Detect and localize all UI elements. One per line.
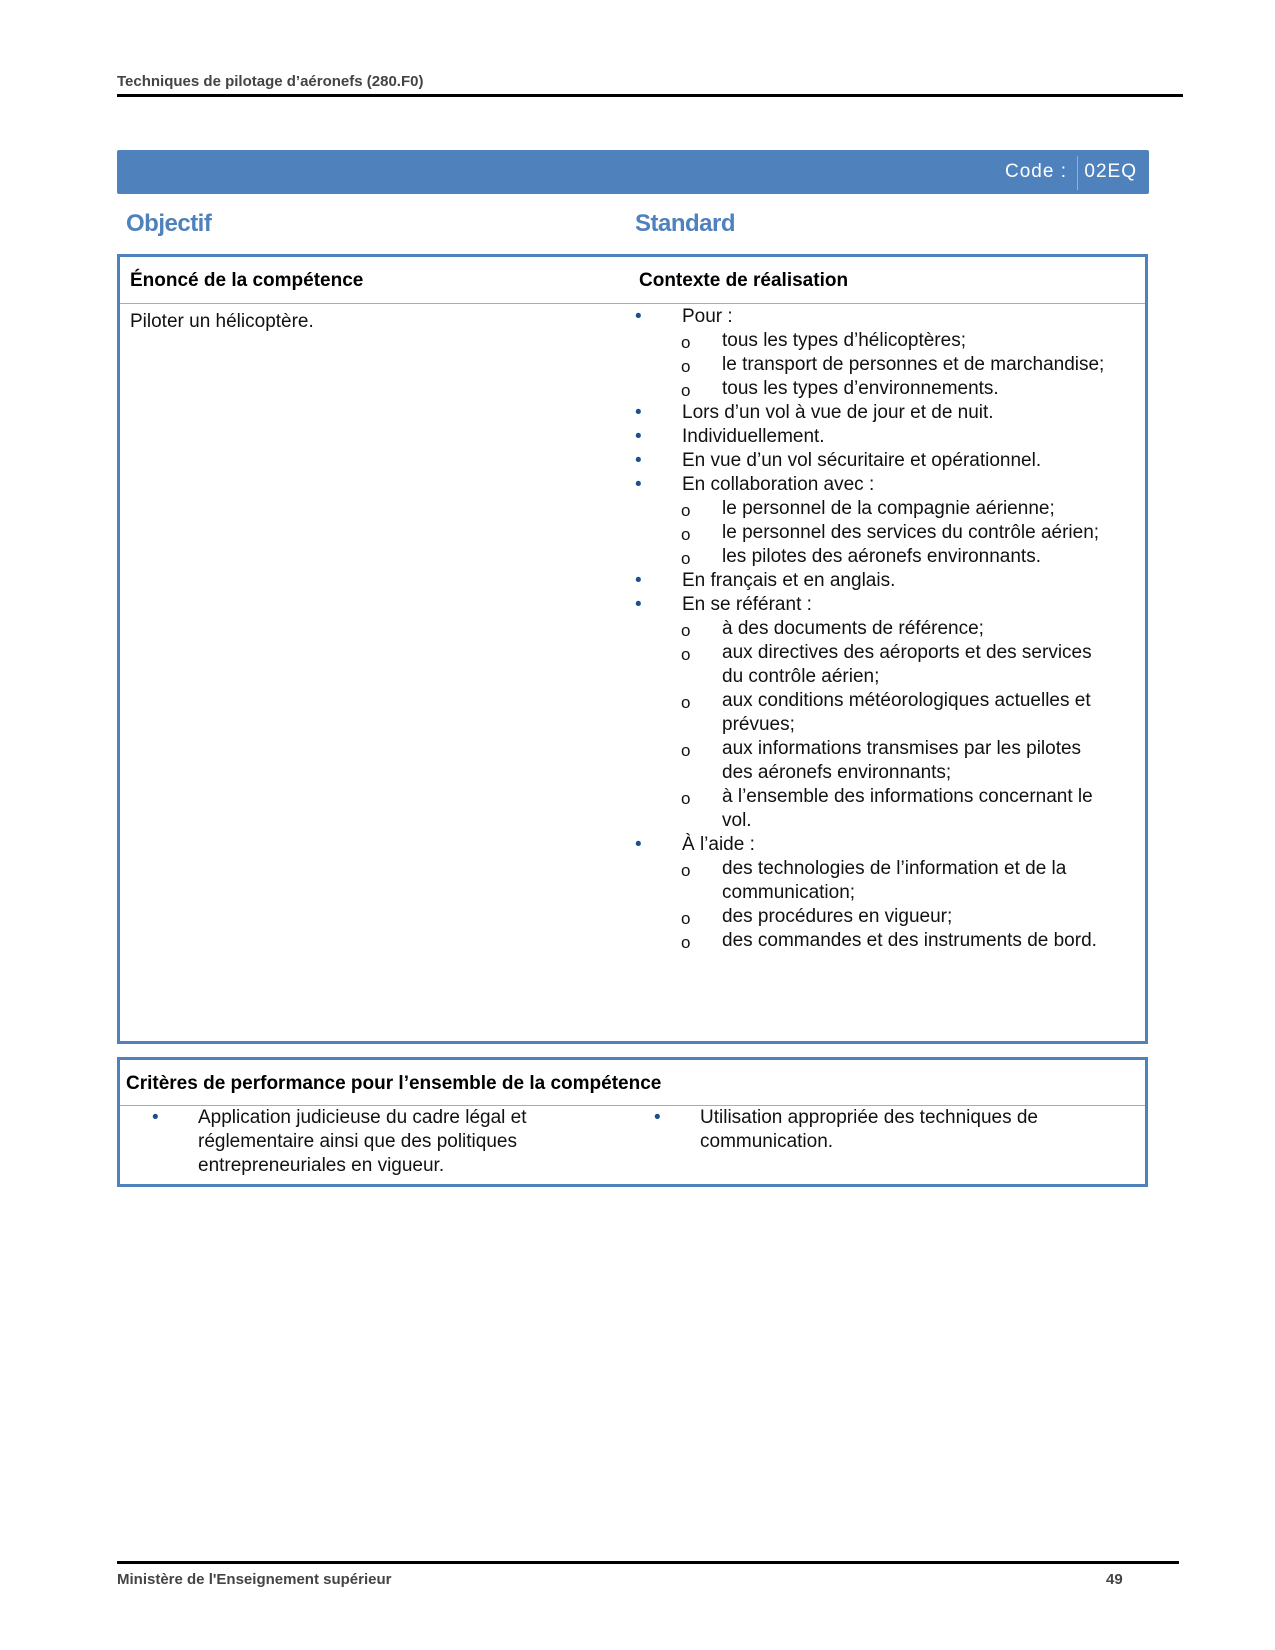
competence-table-header <box>120 257 1145 304</box>
bullet-circle-icon: o <box>681 381 691 400</box>
contexte-item <box>615 569 1115 593</box>
contexte-item <box>615 305 1115 329</box>
contexte-subitem-text: des procédures en vigueur; <box>722 906 953 927</box>
contexte-item-text: En se référant : <box>682 594 812 615</box>
footer-divider <box>117 1561 1179 1564</box>
contexte-subitem <box>615 617 1115 641</box>
criteria-header: Critères de performance pour l’ensemble de la compétence <box>126 1073 662 1094</box>
bullet-dot-icon: • <box>635 594 642 615</box>
bullet-circle-icon: o <box>681 501 691 520</box>
bullet-circle-icon: o <box>681 621 691 640</box>
contexte-item <box>615 833 1115 857</box>
bullet-circle-icon: o <box>681 645 691 664</box>
bullet-circle-icon: o <box>681 789 691 808</box>
bullet-circle-icon: o <box>681 693 691 712</box>
contexte-item <box>615 425 1115 449</box>
contexte-subitem <box>615 641 1115 689</box>
header-divider <box>117 94 1183 97</box>
objectif-heading: Objectif <box>126 210 212 237</box>
contexte-subitem-text: des technologies de l’information et de la communication; <box>722 858 1067 903</box>
contexte-subitem <box>615 857 1115 905</box>
contexte-subitem-text: le transport de personnes et de marchandise; <box>722 354 1105 375</box>
contexte-subitem-text: à l’ensemble des informations concernant le vol. <box>722 786 1093 831</box>
contexte-item-text: En vue d’un vol sécuritaire et opérationnel. <box>682 450 1042 471</box>
contexte-item <box>615 401 1115 425</box>
contexte-item <box>615 473 1115 497</box>
contexte-subitem <box>615 329 1115 353</box>
contexte-item-text: À l’aide : <box>682 834 755 855</box>
contexte-item-text: Lors d’un vol à vue de jour et de nuit. <box>682 402 994 423</box>
contexte-subitem-text: aux conditions météorologiques actuelles et prévues; <box>722 690 1091 735</box>
contexte-subitem-text: tous les types d’hélicoptères; <box>722 330 966 351</box>
contexte-subitem-text: des commandes et des instruments de bord. <box>722 930 1097 951</box>
criteria-right-column <box>642 1106 1062 1154</box>
contexte-subitem <box>615 497 1115 521</box>
page-number: 49 <box>1106 1571 1123 1588</box>
bullet-circle-icon: o <box>681 333 691 352</box>
contexte-header: Contexte de réalisation <box>639 270 849 291</box>
code-value: 02EQ <box>1084 161 1137 182</box>
contexte-subitem <box>615 545 1115 569</box>
contexte-subitem-text: le personnel des services du contrôle aérien; <box>722 522 1100 543</box>
bullet-dot-icon: • <box>635 474 642 495</box>
contexte-item-text: Pour : <box>682 306 733 327</box>
bullet-dot-icon: • <box>635 570 642 591</box>
bullet-circle-icon: o <box>681 861 691 880</box>
enonce-header: Énoncé de la compétence <box>130 270 364 291</box>
contexte-subitem-text: aux informations transmises par les pilotes des aéronefs environnants; <box>722 738 1082 783</box>
contexte-subitem <box>615 929 1115 953</box>
criteria-item <box>140 1106 560 1178</box>
bullet-circle-icon: o <box>681 525 691 544</box>
contexte-subitem-text: tous les types d’environnements. <box>722 378 999 399</box>
criteria-item-text: Utilisation appropriée des techniques de communication. <box>700 1107 1038 1152</box>
criteria-item <box>642 1106 1062 1154</box>
bullet-circle-icon: o <box>681 909 691 928</box>
contexte-subitem <box>615 377 1115 401</box>
bullet-dot-icon: • <box>635 450 642 471</box>
contexte-item <box>615 593 1115 617</box>
contexte-subitem <box>615 905 1115 929</box>
contexte-subitem-text: à des documents de référence; <box>722 618 984 639</box>
standard-heading: Standard <box>635 210 736 237</box>
bullet-dot-icon: • <box>635 426 642 447</box>
bullet-circle-icon: o <box>681 741 691 760</box>
code-label: Code : <box>1005 161 1067 182</box>
criteria-table-header <box>120 1060 1145 1106</box>
contexte-subitem-text: les pilotes des aéronefs environnants. <box>722 546 1041 567</box>
contexte-item <box>615 449 1115 473</box>
contexte-subitem-text: le personnel de la compagnie aérienne; <box>722 498 1055 519</box>
footer-ministry: Ministère de l'Enseignement supérieur <box>117 1571 392 1588</box>
bullet-circle-icon: o <box>681 357 691 376</box>
contexte-subitem-text: aux directives des aéroports et des services du contrôle aérien; <box>722 642 1092 687</box>
contexte-subitem <box>615 353 1115 377</box>
enonce-text: Piloter un hélicoptère. <box>130 311 314 332</box>
criteria-item-text: Application judicieuse du cadre légal et réglementaire ainsi que des politiques entrepreneuriales en vigueur. <box>198 1107 527 1176</box>
page-header-title: Techniques de pilotage d’aéronefs (280.F0) <box>117 73 424 90</box>
criteria-table <box>117 1057 1148 1187</box>
contexte-item-text: En français et en anglais. <box>682 570 896 591</box>
contexte-subitem <box>615 521 1115 545</box>
contexte-subitem <box>615 737 1115 785</box>
bullet-circle-icon: o <box>681 933 691 952</box>
bullet-dot-icon: • <box>654 1107 661 1128</box>
bullet-circle-icon: o <box>681 549 691 568</box>
code-bar <box>117 150 1149 194</box>
bullet-dot-icon: • <box>635 306 642 327</box>
bullet-dot-icon: • <box>152 1107 159 1128</box>
contexte-subitem <box>615 785 1115 833</box>
criteria-left-column <box>140 1106 560 1178</box>
contexte-item-text: En collaboration avec : <box>682 474 875 495</box>
bullet-dot-icon: • <box>635 402 642 423</box>
bullet-dot-icon: • <box>635 834 642 855</box>
contexte-list <box>615 305 1115 953</box>
contexte-subitem <box>615 689 1115 737</box>
competence-table <box>117 254 1148 1044</box>
contexte-item-text: Individuellement. <box>682 426 825 447</box>
code-separator <box>1077 156 1078 190</box>
